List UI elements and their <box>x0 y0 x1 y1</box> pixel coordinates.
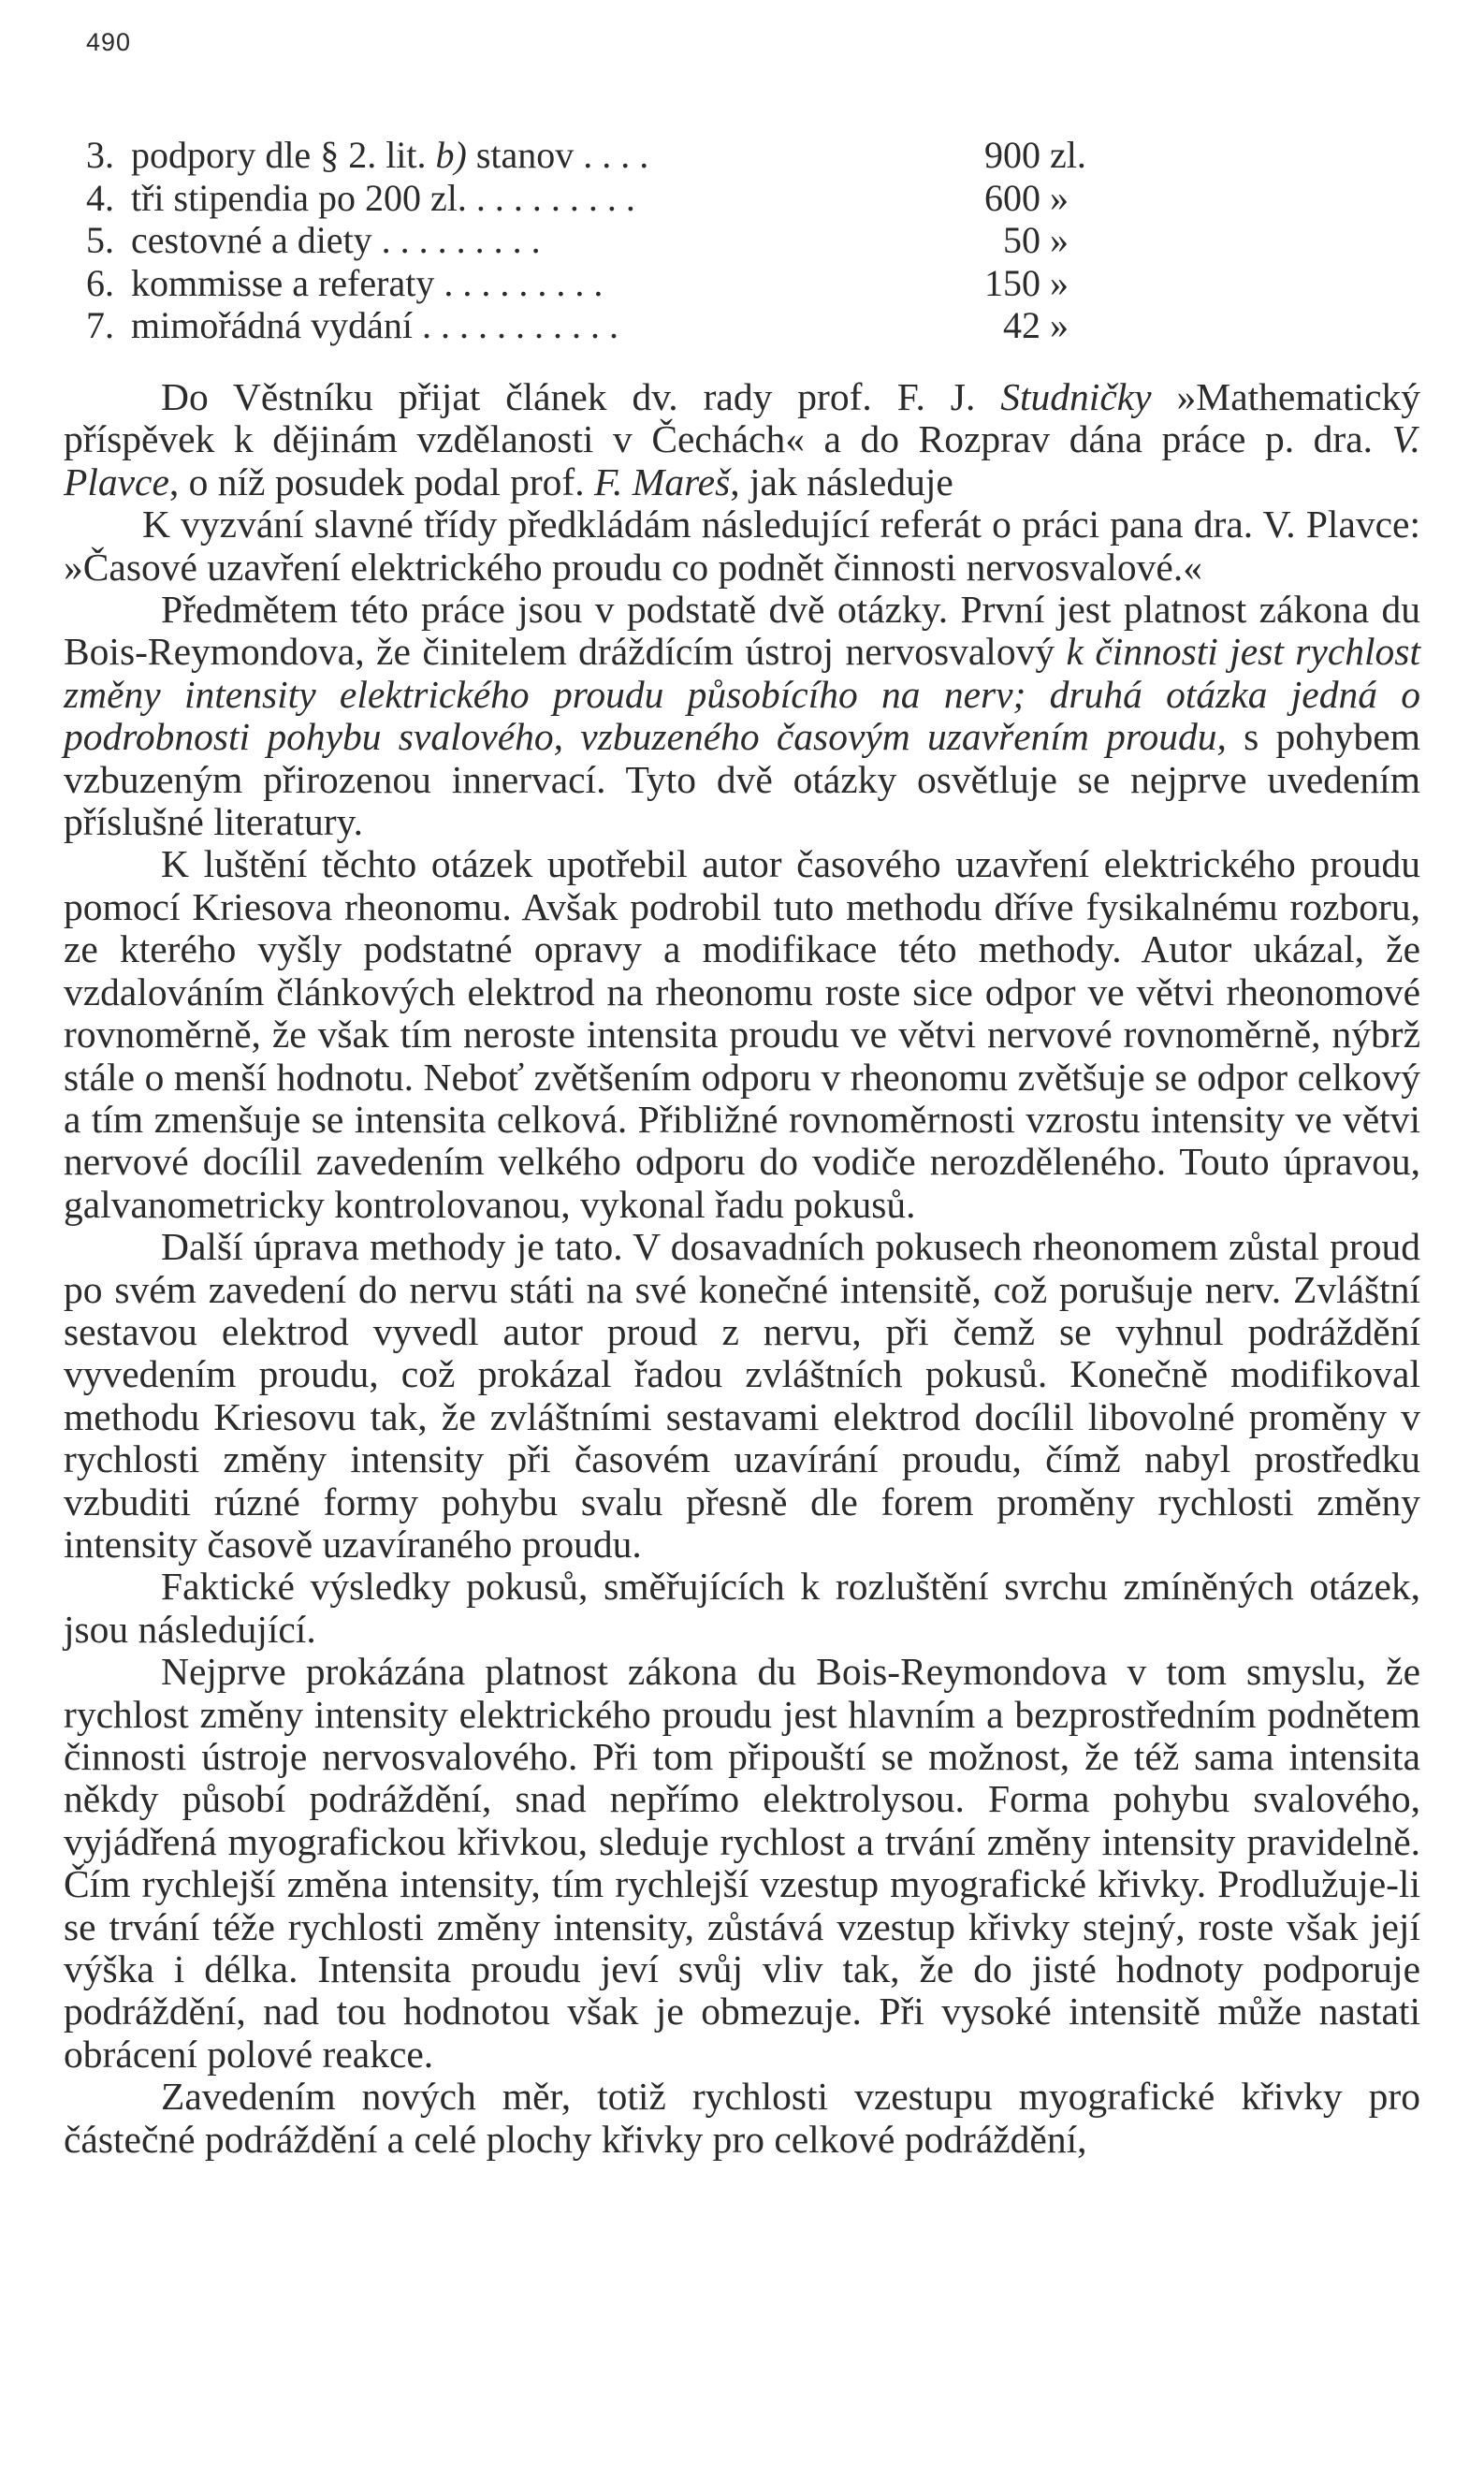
paragraph: K luštění těchto otázek upotřebil autor časového uzavření elektrického proudu pomocí Kriesova rheonomu. Avšak podrobil tuto methodu dříve fysikalnému rozboru, ze kterého vyšly podstatné opravy a modifikace této methody. Autor ukázal, že vzdalováním článkových elektrod na rheonomu roste sice odpor ve větvi rheonomové rovnoměrně, že však tím neroste intensita proudu ve větvi nervové rovnoměrně, nýbrž stále o menší hodnotu. Neboť zvětšením odporu v rheonomu zvětšuje se odpor celkový a tím zmenšuje se intensita celková. Přibližné rovnoměrnosti vzrostu intensity ve větvi nervové docílil zavedením velkého odporu do vodiče nerozděleného. Touto úpravou, galvanometricky kontrolovanou, vykonal řadu pokusů. <box>64 842 1420 1226</box>
paragraph-referat-intro: K vyzvání slavné třídy předkládám následující referát o práci pana dra. V. Plavce: »Časové uzavření elektrického proudu co podnět činnosti nervosvalové.« <box>64 503 1420 589</box>
budget-item <box>86 219 1069 262</box>
budget-item-label: tři stipendia po 200 zl. . . . . . . . . . <box>131 176 635 219</box>
body-text <box>64 376 1420 2161</box>
page-number: 490 <box>86 28 132 56</box>
budget-item-label: cestovné a diety . . . . . . . . . <box>131 219 541 261</box>
budget-item-unit: » <box>1050 219 1069 261</box>
budget-item-label: kommisse a referaty . . . . . . . . . <box>131 261 604 304</box>
budget-item-unit: » <box>1050 176 1069 219</box>
budget-item-number: 5. <box>86 219 114 261</box>
paragraph: Nejprve prokázána platnost zákona du Bois-Reymondova v tom smyslu, že rychlost změny intensity elektrického proudu jest hlavním a bezprostředním podnětem činnosti ústroje nervosvalového. Při tom připouští se možnost, že též sama intensita někdy působí podráždění, snad nepřímo elektrolysou. Forma pohybu svalového, vyjádřená myografickou křivkou, sleduje rychlost a trvání změny intensity pravidelně. Čím rychlejší změna intensity, tím rychlejší vzestup myografické křivky. Prodlužuje-li se trvání téže rychlosti změny intensity, zůstává vzestup křivky stejný, roste však její výška i délka. Intensita proudu jeví svůj vliv tak, že do jisté hodnoty podporuje podráždění, nad tou hodnotou však je obmezuje. Při vysoké intensitě může nastati obrácení polové reakce. <box>64 1650 1420 2076</box>
budget-item <box>86 261 1069 305</box>
budget-item-unit: » <box>1050 261 1069 304</box>
budget-item-number: 4. <box>86 176 114 219</box>
budget-item-number: 3. <box>86 134 114 176</box>
budget-item <box>86 304 1069 347</box>
budget-item-amount: 900 <box>984 134 1040 176</box>
budget-item-amount: 42 <box>1003 304 1040 346</box>
paragraph: Předmětem této práce jsou v podstatě dvě otázky. První jest platnost zákona du Bois-Reymondova, že činitelem dráždícím ústroj nervosvalový k činnosti jest rychlost změny intensity elektrického proudu působícího na nerv; druhá otázka jedná o podrobnosti pohybu svalového, vzbuzeného časovým uzavřením proudu, s pohybem vzbuzeným přirozenou innervací. Tyto dvě otázky osvětluje se nejprve uvedením příslušné literatury. <box>64 588 1420 844</box>
budget-item-label: mimořádná vydání . . . . . . . . . . . <box>131 304 619 346</box>
budget-item-unit: zl. <box>1050 134 1086 176</box>
budget-item <box>86 134 1086 177</box>
budget-item-label: podpory dle § 2. lit. b) stanov . . . . <box>131 134 649 176</box>
budget-item-number: 6. <box>86 261 114 304</box>
budget-item-amount: 600 <box>984 176 1040 219</box>
paragraph-announcement: Do Věstníku přijat článek dv. rady prof. F. J. Studničky »Mathematický příspěvek k dějinám vzdělanosti v Čechách« a do Rozprav dána práce p. dra. V. Plavce, o níž posudek podal prof. F. Mareš, jak následuje <box>64 375 1421 503</box>
budget-item <box>86 176 1069 220</box>
paragraph: Další úprava methody je tato. V dosavadních pokusech rheonomem zůstal proud po svém zavedení do nervu státi na své konečné intensitě, což porušuje nerv. Zvláštní sestavou elektrod vyvedl autor proud z nervu, při čemž se vyhnul podráždění vyvedením proudu, což prokázal řadou zvláštních pokusů. Konečně modifikoval methodu Kriesovu tak, že zvláštními sestavami elektrod docílil libovolné proměny v rychlosti změny intensity při časovém uzavírání proudu, čímž nabyl prostředku vzbuditi rúzné formy pohybu svalu přesně dle forem proměny rychlosti změny intensity časově uzavíraného proudu. <box>64 1225 1420 1566</box>
paragraph: Zavedením nových měr, totiž rychlosti vzestupu myografické křivky pro částečné podráždění a celé plochy křivky pro celkové podráždění, <box>64 2075 1420 2161</box>
budget-item-amount: 50 <box>1003 219 1040 261</box>
budget-item-number: 7. <box>86 304 114 346</box>
paragraph: Faktické výsledky pokusů, směřujících k rozluštění svrchu zmíněných otázek, jsou následující. <box>64 1565 1420 1651</box>
budget-item-unit: » <box>1050 304 1069 346</box>
budget-list <box>86 134 1086 347</box>
budget-item-amount: 150 <box>984 261 1040 304</box>
